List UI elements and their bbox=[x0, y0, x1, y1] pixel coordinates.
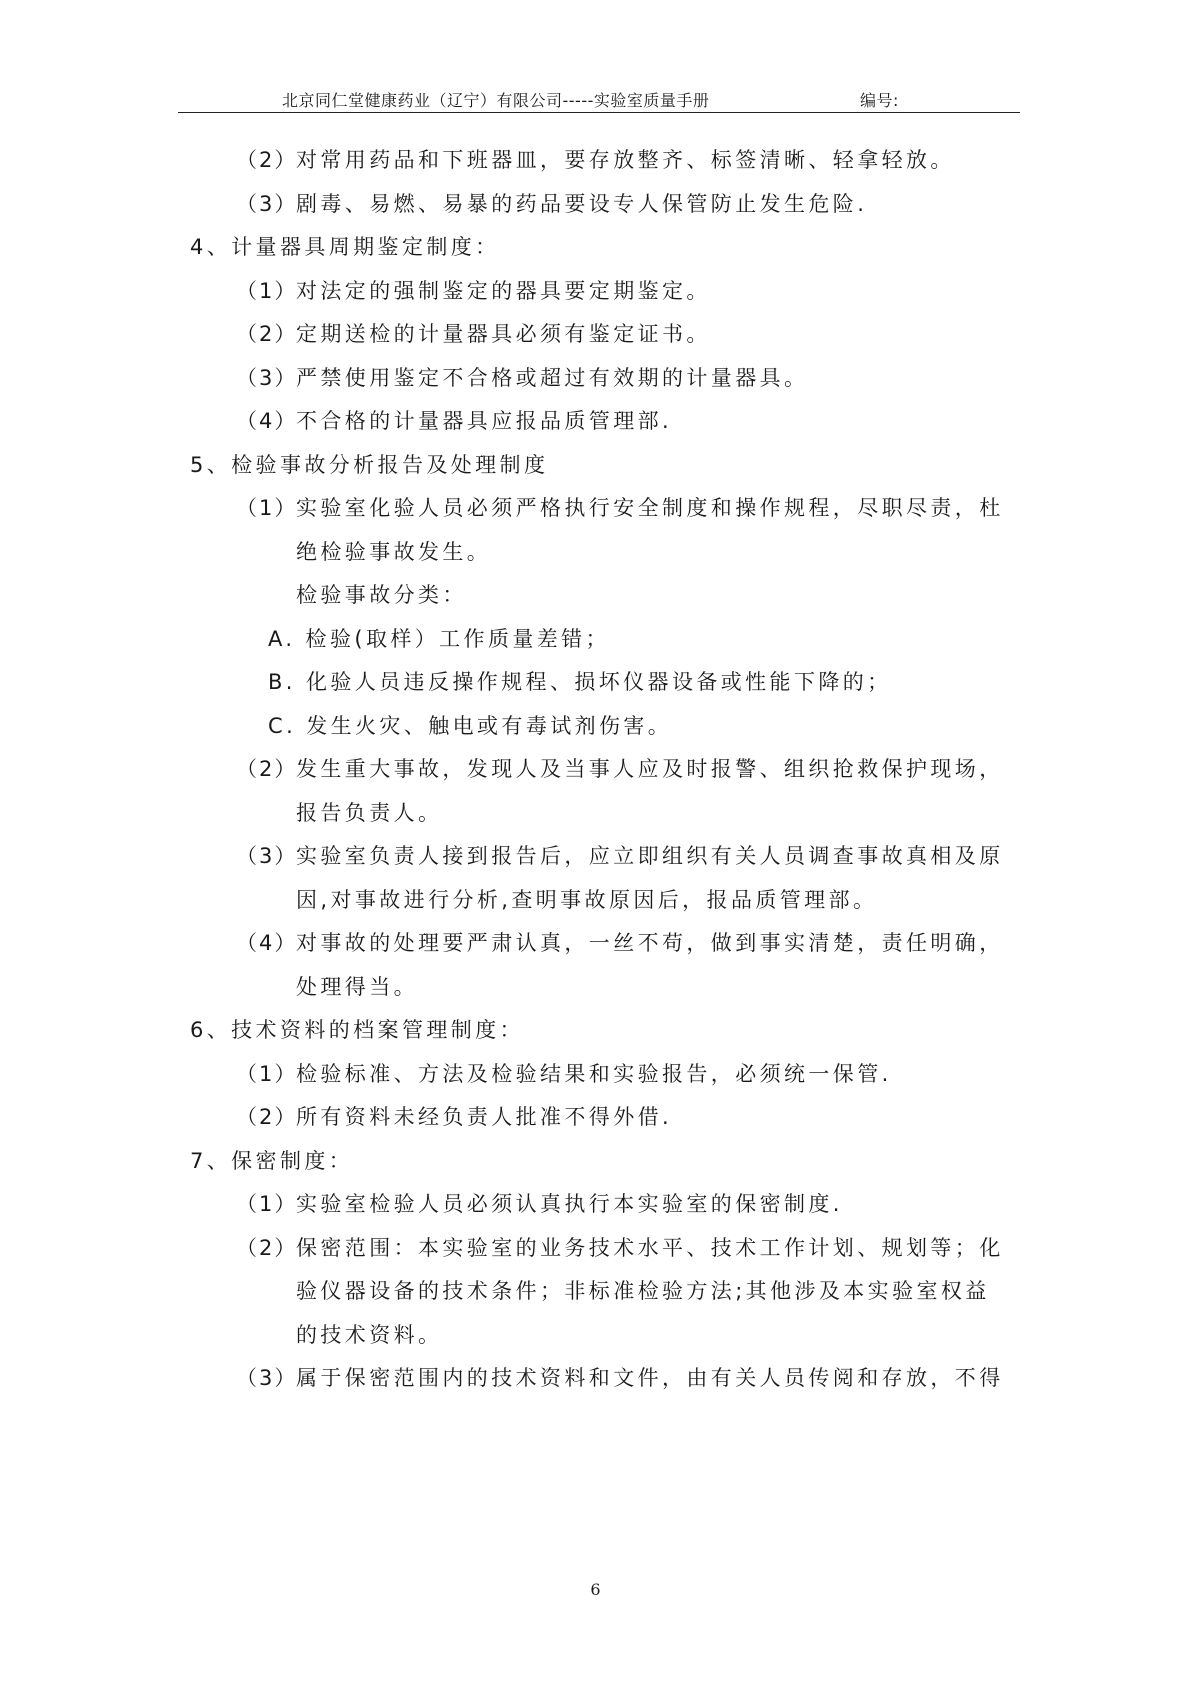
list-item bbox=[236, 277, 711, 305]
list-item bbox=[236, 494, 1004, 522]
line-text: 发生重大事故，发现人及当事人应及时报警、组织抢救保护现场， bbox=[296, 757, 1004, 781]
item-number: （2） bbox=[236, 1235, 298, 1260]
list-item bbox=[236, 929, 1004, 957]
line-text: 验仪器设备的技术条件；非标准检验方法;其他涉及本实验室权益 bbox=[296, 1279, 990, 1303]
header-code-label: 编号: bbox=[860, 91, 899, 110]
page-header bbox=[178, 88, 1020, 110]
line-text: 对法定的强制鉴定的器具要定期鉴定。 bbox=[296, 278, 711, 303]
line-text: 实验室检验人员必须认真执行本实验室的保密制度. bbox=[296, 1192, 843, 1216]
list-item bbox=[236, 1364, 1004, 1392]
list-item bbox=[236, 364, 808, 392]
list-item bbox=[236, 146, 955, 174]
list-item bbox=[236, 755, 1004, 783]
line-text: 6、技术资料的档案管理制度： bbox=[190, 1018, 524, 1042]
line-text: 实验室化验人员必须严格执行安全制度和操作规程，尽职尽责，杜 bbox=[296, 496, 1004, 520]
list-item bbox=[296, 538, 491, 566]
header-divider bbox=[178, 112, 1020, 113]
list-item bbox=[268, 625, 610, 653]
line-text: 报告负责人。 bbox=[296, 800, 443, 825]
list-item bbox=[236, 320, 711, 348]
line-text: 处理得当。 bbox=[296, 974, 418, 999]
list-item bbox=[236, 842, 1004, 870]
line-text: 对事故的处理要严肃认真，一丝不苟，做到事实清楚，责任明确， bbox=[296, 931, 1004, 955]
line-text: 剧毒、易燃、易暴的药品要设专人保管防止发生危险. bbox=[296, 191, 868, 216]
item-number: （4） bbox=[236, 931, 298, 955]
line-text: 绝检验事故发生。 bbox=[296, 539, 492, 564]
line-text: 检验标准、方法及检验结果和实验报告，必须统一保管. bbox=[296, 1061, 892, 1086]
line-text: 5、检验事故分析报告及处理制度 bbox=[190, 452, 549, 477]
list-item bbox=[296, 1277, 990, 1305]
line-text: 7、保密制度： bbox=[190, 1148, 354, 1173]
list-item bbox=[296, 973, 418, 1001]
list-item bbox=[236, 190, 867, 218]
header-title: 北京同仁堂健康药业（辽宁）有限公司-----实验室质量手册 bbox=[282, 91, 710, 110]
item-number: （4） bbox=[236, 409, 298, 433]
item-number: （3） bbox=[236, 191, 298, 216]
line-text: 4、计量器具周期鉴定制度： bbox=[190, 235, 500, 259]
item-number: （3） bbox=[236, 365, 298, 390]
list-item bbox=[236, 1190, 843, 1218]
line-text: C. 发生火灾、触电或有毒试剂伤害。 bbox=[268, 713, 673, 738]
list-item bbox=[236, 1060, 892, 1088]
list-item bbox=[268, 712, 672, 740]
list-item bbox=[296, 1321, 442, 1349]
line-text: 所有资料未经负责人批准不得外借. bbox=[296, 1105, 673, 1129]
line-text: A. 检验(取样）工作质量差错； bbox=[268, 626, 610, 651]
list-item bbox=[296, 581, 467, 609]
section-heading bbox=[190, 233, 500, 261]
line-text: 的技术资料。 bbox=[296, 1322, 443, 1347]
line-text: B. 化验人员违反操作规程、损坏仪器设备或性能下降的； bbox=[268, 670, 892, 694]
item-number: （1） bbox=[236, 496, 298, 520]
line-text: 对常用药品和下班器皿，要存放整齐、标签清晰、轻拿轻放。 bbox=[296, 148, 955, 172]
line-text: 严禁使用鉴定不合格或超过有效期的计量器具。 bbox=[296, 365, 809, 390]
section-heading bbox=[190, 1147, 353, 1175]
item-number: （3） bbox=[236, 1366, 298, 1390]
list-item bbox=[296, 799, 442, 827]
line-text: 保密范围：本实验室的业务技术水平、技术工作计划、规划等；化 bbox=[296, 1235, 1004, 1260]
section-heading bbox=[190, 451, 548, 479]
list-item bbox=[236, 407, 672, 435]
page-number: 6 bbox=[590, 1580, 601, 1599]
line-text: 不合格的计量器具应报品质管理部. bbox=[296, 409, 673, 433]
item-number: （1） bbox=[236, 1061, 298, 1086]
list-item bbox=[236, 1234, 1004, 1262]
list-item bbox=[268, 668, 892, 696]
line-text: 定期送检的计量器具必须有鉴定证书。 bbox=[296, 322, 711, 346]
item-number: （2） bbox=[236, 757, 298, 781]
list-item bbox=[236, 1103, 672, 1131]
item-number: （3） bbox=[236, 844, 298, 868]
line-text: 检验事故分类： bbox=[296, 583, 467, 607]
section-heading bbox=[190, 1016, 524, 1044]
item-number: （1） bbox=[236, 278, 298, 303]
list-item bbox=[296, 886, 877, 914]
line-text: 实验室负责人接到报告后，应立即组织有关人员调查事故真相及原 bbox=[296, 844, 1004, 868]
item-number: （2） bbox=[236, 322, 298, 346]
item-number: （2） bbox=[236, 1105, 298, 1129]
item-number: （1） bbox=[236, 1192, 298, 1216]
line-text: 属于保密范围内的技术资料和文件，由有关人员传阅和存放，不得 bbox=[296, 1366, 1004, 1390]
line-text: 因,对事故进行分析,查明事故原因后，报品质管理部。 bbox=[296, 887, 878, 912]
item-number: （2） bbox=[236, 148, 298, 172]
